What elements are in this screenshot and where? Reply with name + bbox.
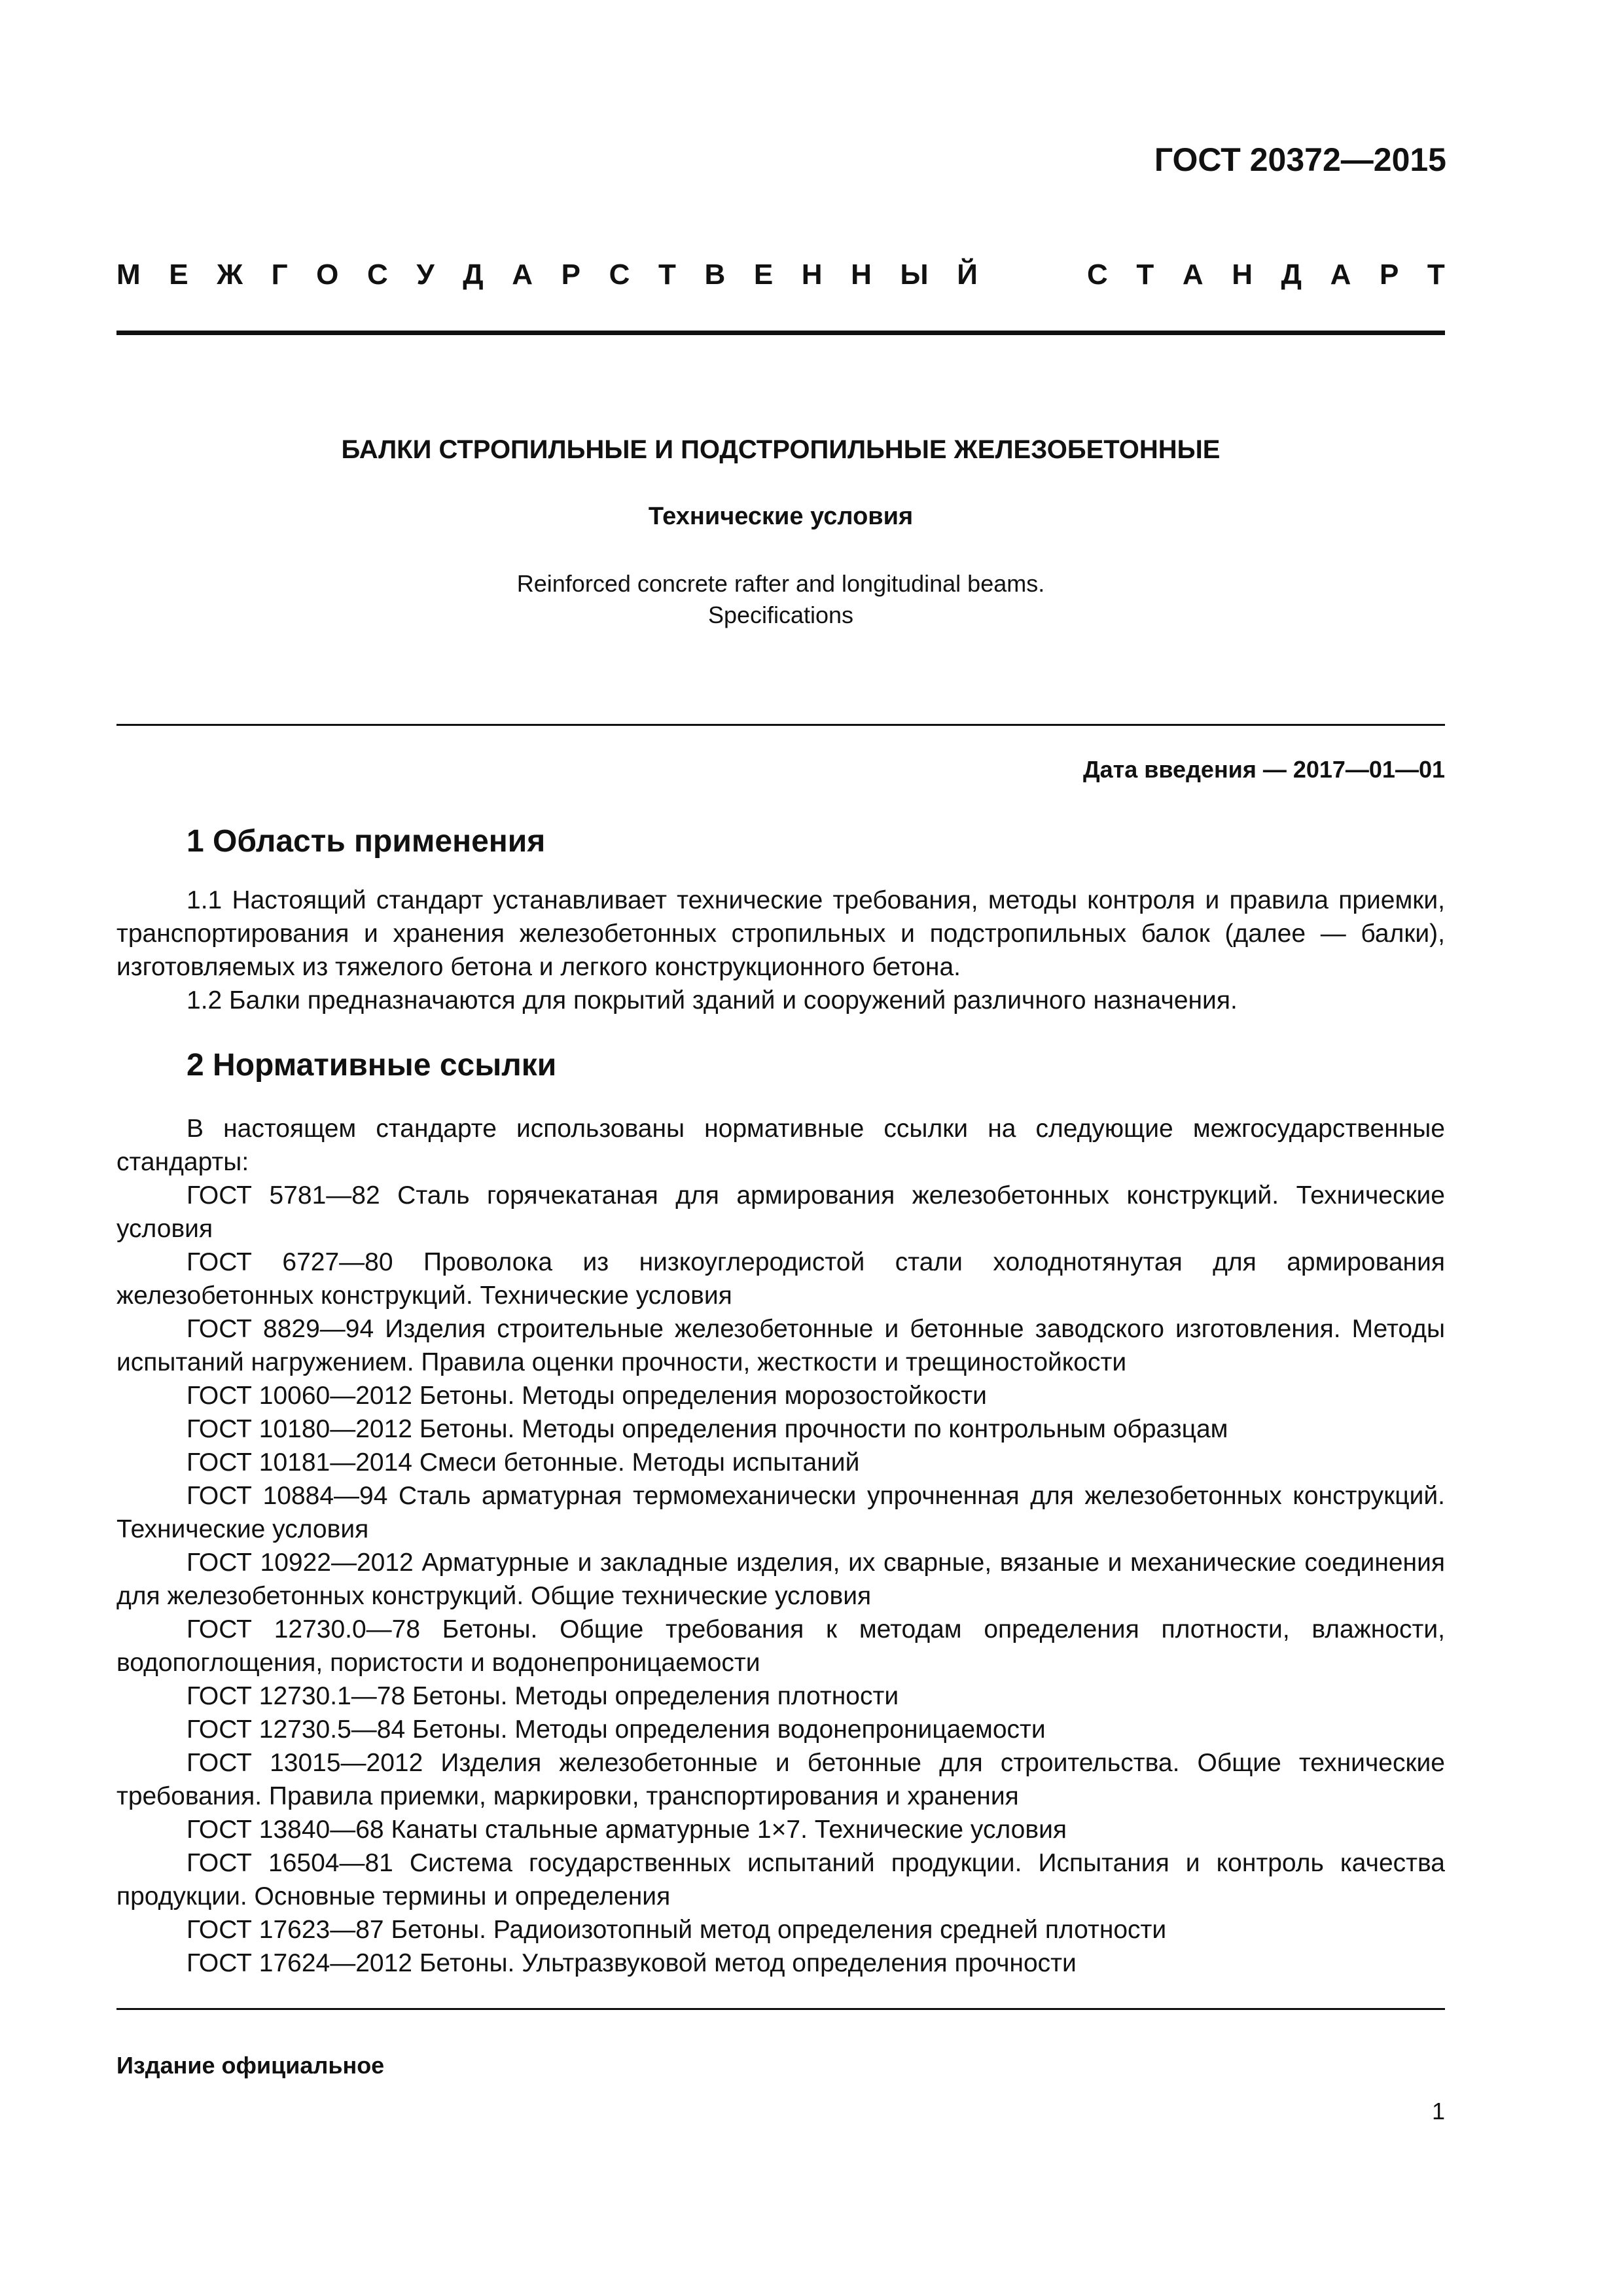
header-letter: С	[609, 259, 630, 291]
reference-item: ГОСТ 17623—87 Бетоны. Радиоизотопный метод определения средней плотности	[187, 1916, 1167, 1944]
header-letter: Г	[271, 259, 288, 291]
header-letter: Й	[957, 259, 978, 291]
header-letter: Д	[1281, 259, 1302, 291]
header-letter: Ы	[900, 259, 929, 291]
official-edition-label: Издание официальное	[116, 2052, 385, 2079]
document-subtitle: Технические условия	[648, 503, 914, 530]
paragraph: 1.1 Настоящий стандарт устанавливает технические требования, методы контроля и правила приемки, транспортирования и хранения железобетонных стропильных и подстропильных балок (далее — балки), изготовляемых из тяжелого бетона и легкого конструкционного бетона.	[116, 886, 1445, 981]
reference-item: ГОСТ 16504—81 Система государственных испытаний продукции. Испытания и контроль качества продукции. Основные термины и определения	[116, 1849, 1445, 1910]
english-title	[116, 568, 1445, 631]
introduction-date: Дата введения — 2017—01—01	[1082, 756, 1445, 783]
header-letter: Р	[561, 259, 580, 291]
section-heading: 1 Область применения	[187, 824, 546, 859]
reference-item: ГОСТ 12730.0—78 Бетоны. Общие требования к методам определения плотности, влажности, водопоглощения, пористости и водонепроницаемости	[116, 1615, 1445, 1677]
header-letter: Т	[658, 259, 676, 291]
reference-item: ГОСТ 10060—2012 Бетоны. Методы определения морозостойкости	[187, 1382, 987, 1410]
header-word-gap	[1006, 259, 1058, 291]
header-letter: Ж	[217, 259, 243, 291]
header-letter: А	[1182, 259, 1204, 291]
reference-item: ГОСТ 13840—68 Канаты стальные арматурные 1×7. Технические условия	[187, 1816, 1067, 1844]
reference-item: ГОСТ 13015—2012 Изделия железобетонные и бетонные для строительства. Общие технические требования. Правила приемки, маркировки, транспортирования и хранения	[116, 1749, 1445, 1810]
reference-item: ГОСТ 10884—94 Сталь арматурная термомеханически упрочненная для железобетонных конструкций. Технические условия	[116, 1482, 1445, 1543]
section-body	[116, 884, 1445, 1017]
reference-item: ГОСТ 12730.5—84 Бетоны. Методы определения водонепроницаемости	[187, 1715, 1046, 1744]
header-letter: Н	[1232, 259, 1253, 291]
document-title: БАЛКИ СТРОПИЛЬНЫЕ И ПОДСТРОПИЛЬНЫЕ ЖЕЛЕЗОБЕТОННЫЕ	[341, 435, 1221, 464]
reference-item: ГОСТ 17624—2012 Бетоны. Ультразвуковой метод определения прочности	[187, 1949, 1077, 1977]
section-body	[116, 1112, 1445, 1980]
header-letter: С	[1087, 259, 1108, 291]
header-letter: О	[316, 259, 339, 291]
footer-divider	[116, 2008, 1445, 2010]
header-divider	[116, 331, 1445, 335]
reference-item: ГОСТ 10181—2014 Смеси бетонные. Методы испытаний	[187, 1448, 860, 1477]
english-title-line: Specifications	[707, 601, 854, 628]
reference-item: ГОСТ 12730.1—78 Бетоны. Методы определения плотности	[187, 1682, 899, 1710]
reference-item: ГОСТ 6727—80 Проволока из низкоуглеродистой стали холоднотянутая для армирования железобетонных конструкций. Технические условия	[116, 1248, 1445, 1310]
header-letter: У	[416, 259, 435, 291]
section-heading: 2 Нормативные ссылки	[187, 1048, 557, 1083]
header-letter: Т	[1136, 259, 1154, 291]
header-letter: Д	[463, 259, 484, 291]
header-letter: Е	[753, 259, 774, 291]
header-letter: С	[366, 259, 388, 291]
paragraph: 1.2 Балки предназначаются для покрытий зданий и сооружений различного назначения.	[187, 986, 1238, 1014]
page-number: 1	[1431, 2098, 1445, 2125]
header-letter: А	[512, 259, 533, 291]
header-letter: М	[116, 259, 141, 291]
header-letter: Т	[1427, 259, 1445, 291]
standard-type-header	[116, 259, 1445, 291]
header-letter: Н	[801, 259, 823, 291]
header-letter: Р	[1379, 259, 1399, 291]
title-divider	[116, 724, 1445, 726]
header-letter: В	[704, 259, 726, 291]
standard-code: ГОСТ 20372—2015	[1154, 141, 1446, 178]
reference-item: ГОСТ 10180—2012 Бетоны. Методы определения прочности по контрольным образцам	[187, 1415, 1228, 1443]
header-letter: Н	[851, 259, 872, 291]
reference-item: ГОСТ 5781—82 Сталь горячекатаная для армирования железобетонных конструкций. Технические условия	[116, 1181, 1445, 1243]
reference-item: В настоящем стандарте использованы нормативные ссылки на следующие межгосударственные стандарты:	[116, 1115, 1445, 1176]
reference-item: ГОСТ 8829—94 Изделия строительные железобетонные и бетонные заводского изготовления. Методы испытаний нагружением. Правила оценки прочности, жесткости и трещиностойкости	[116, 1315, 1445, 1376]
header-letter: Е	[169, 259, 188, 291]
english-title-line: Reinforced concrete rafter and longitudinal beams.	[516, 570, 1045, 597]
reference-item: ГОСТ 10922—2012 Арматурные и закладные изделия, их сварные, вязаные и механические соединения для железобетонных конструкций. Общие технические условия	[116, 1549, 1445, 1610]
header-letter: А	[1330, 259, 1351, 291]
